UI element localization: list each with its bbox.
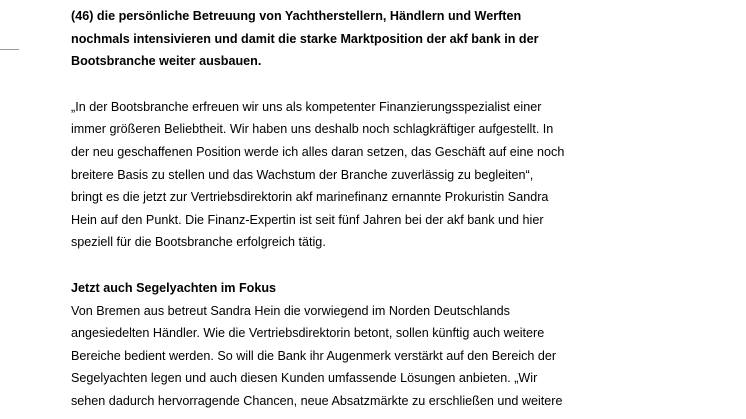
text-line: Segelyachten legen und auch diesen Kunden umfassende Lösungen anbieten. „Wir: [71, 371, 538, 386]
quote-paragraph: [71, 96, 611, 254]
text-line: sehen dadurch hervorragende Chancen, neue Absatzmärkte zu erschließen und weitere: [71, 393, 563, 408]
text-line: Hein auf den Punkt. Die Finanz-Expertin ist seit fünf Jahren bei der akf bank und hier: [71, 212, 544, 227]
section-paragraph: [71, 300, 611, 413]
text-line: nochmals intensivieren und damit die starke Marktposition der akf bank in der: [71, 31, 539, 46]
text-line: bringt es die jetzt zur Vertriebsdirektorin akf marinefinanz ernannte Prokuristin Sandra: [71, 190, 549, 205]
text-line: „In der Bootsbranche erfreuen wir uns als kompetenter Finanzierungsspezialist einer: [71, 99, 542, 114]
document-body: [71, 5, 611, 413]
text-line: Bootsbranche weiter ausbauen.: [71, 54, 262, 69]
text-line: speziell für die Bootsbranche erfolgreich tätig.: [71, 235, 326, 250]
paragraph-gap: [71, 254, 611, 277]
text-line: breitere Basis zu stellen und das Wachstum der Branche zuverlässig zu begleiten“,: [71, 167, 534, 182]
paragraph-gap: [71, 73, 611, 96]
intro-paragraph: [71, 5, 611, 73]
text-line: Bereiche bedient werden. So will die Bank ihr Augenmerk verstärkt auf den Bereich der: [71, 348, 557, 363]
text-line: (46) die persönliche Betreuung von Yachtherstellern, Händlern und Werften: [71, 9, 522, 23]
margin-rule: [0, 49, 19, 50]
text-line: Von Bremen aus betreut Sandra Hein die vorwiegend im Norden Deutschlands: [71, 303, 510, 318]
text-line: immer größeren Beliebtheit. Wir haben uns deshalb noch schlagkräftiger aufgestellt. In: [71, 122, 554, 137]
text-line: der neu geschaffenen Position werde ich alles daran setzen, das Geschäft auf eine noch: [71, 144, 565, 159]
text-line: angesiedelten Händler. Wie die Vertriebsdirektorin betont, sollen künftig auch weitere: [71, 326, 545, 341]
section-heading: Jetzt auch Segelyachten im Fokus: [71, 280, 277, 295]
